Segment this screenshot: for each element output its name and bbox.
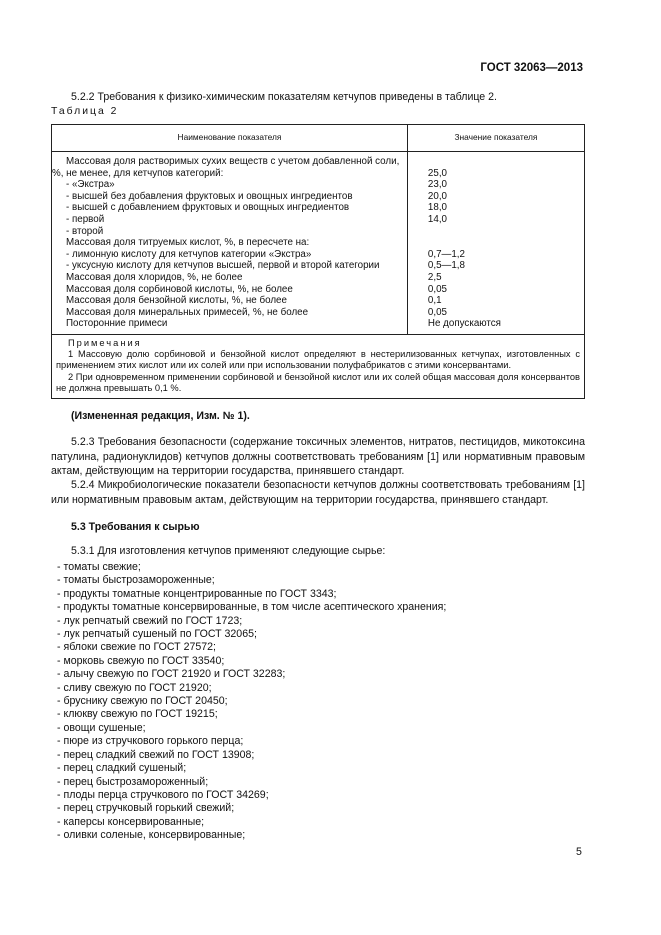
indicator-line: - первой: [66, 213, 105, 225]
value-line: [428, 156, 584, 168]
value-line: Не допускаются: [427, 318, 501, 330]
list-item: - лук репчатый свежий по ГОСТ 1723;: [57, 614, 243, 627]
intro-paragraph: 5.2.2 Требования к физико-химическим показателям кетчупов приведены в таблице 2.: [71, 91, 497, 103]
value-line: 20,0: [427, 190, 447, 202]
list-item: - лук репчатый сушеный по ГОСТ 32065;: [57, 628, 257, 641]
page-number: 5: [576, 846, 582, 858]
table-header-row: [52, 125, 585, 152]
list-item: - алычу свежую по ГОСТ 21920 и ГОСТ 32283;: [57, 668, 286, 681]
value-line: 0,1: [427, 295, 442, 307]
indicator-line: Массовая доля хлоридов, %, не более: [66, 271, 243, 283]
list-item: - овощи сушеные;: [57, 721, 146, 734]
column-header-indicator: Наименование показателя: [52, 125, 408, 152]
indicator-line: %, не менее, для кетчупов категорий:: [52, 167, 224, 179]
indicator-line: - второй: [66, 225, 104, 237]
indicator-line: - уксусную кислоту для кетчупов высшей, первой и второй категории: [66, 260, 380, 272]
list-item: - томаты быстрозамороженные;: [57, 574, 215, 587]
list-item: - каперсы консервированные;: [57, 815, 205, 828]
list-item: - морковь свежую по ГОСТ 33540;: [57, 654, 225, 667]
value-cell: [407, 152, 584, 335]
value-line: 14,0: [427, 213, 447, 225]
table-body-row: [52, 152, 585, 335]
value-line: 23,0: [427, 179, 447, 191]
paragraph-5-2-3: 5.2.3 Требования безопасности (содержание токсичных элементов, нитратов, пестицидов, микотоксина патулина, радионуклидов) кетчупов должны соответствовать требованиям [1] или нормативным правовым актам, действующим на территории государства, принявшего стандарт.: [51, 436, 585, 478]
notes-title: Примечания: [68, 337, 142, 348]
paragraph-5-3-1: 5.3.1 Для изготовления кетчупов применяют следующие сырье:: [71, 545, 386, 557]
value-line: 0,05: [427, 283, 447, 295]
value-line: [428, 226, 584, 238]
list-item: - томаты свежие;: [57, 561, 141, 573]
indicator-cell: [52, 152, 408, 335]
section-5-3-heading: 5.3 Требования к сырью: [71, 521, 200, 533]
standard-header: ГОСТ 32063—2013: [480, 62, 583, 74]
raw-materials-list: [57, 561, 587, 843]
indicator-line: - высшей без добавления фруктовых и овощных ингредиентов: [66, 190, 353, 202]
list-item: - плоды перца стручкового по ГОСТ 34269;: [57, 788, 269, 801]
list-item: - перец сладкий сушеный;: [57, 762, 187, 775]
value-line: 25,0: [427, 167, 447, 179]
list-item: - оливки соленые, консервированные;: [57, 829, 246, 842]
list-item: - клюкву свежую по ГОСТ 19215;: [57, 708, 218, 721]
list-item: - бруснику свежую по ГОСТ 20450;: [57, 695, 228, 708]
indicator-line: Посторонние примеси: [66, 318, 168, 330]
list-item: - перец быстрозамороженный;: [57, 775, 209, 788]
amendment-note: (Измененная редакция, Изм. № 1).: [71, 410, 250, 422]
value-line: 0,7—1,2: [427, 248, 465, 260]
value-line: [428, 237, 584, 249]
physicochemical-table: [51, 124, 585, 399]
list-item: - перец сладкий свежий по ГОСТ 13908;: [57, 748, 255, 761]
indicator-line: Массовая доля минеральных примесей, %, не более: [66, 306, 309, 318]
indicator-line: - высшей с добавлением фруктовых и овощных ингредиентов: [66, 202, 350, 214]
list-item: - пюре из стручкового горького перца;: [57, 735, 244, 748]
table-caption: Таблица 2: [51, 106, 119, 117]
indicator-line: Массовая доля сорбиновой кислоты, %, не более: [66, 283, 293, 295]
indicator-line: - «Экстра»: [66, 179, 115, 191]
value-line: 18,0: [427, 202, 447, 214]
list-item: - продукты томатные концентрированные по ГОСТ 3343;: [57, 587, 337, 600]
indicator-line: - лимонную кислоту для кетчупов категории «Экстра»: [66, 248, 312, 260]
value-line: 0,5—1,8: [427, 260, 465, 272]
table-notes-row: [52, 334, 585, 398]
indicator-line: Массовая доля растворимых сухих веществ с учетом добавленной соли,: [66, 156, 400, 167]
value-line: 0,05: [427, 306, 447, 318]
note-1: 1 Массовую долю сорбиновой и бензойной кислот определяют в нестерилизованных кетчупах, изготовленных с применением этих кислот или их солей или при использовании полуфабрикатов с этими консервантами.: [56, 349, 580, 371]
list-item: - яблоки свежие по ГОСТ 27572;: [57, 641, 216, 654]
indicator-line: Массовая доля бензойной кислоты, %, не более: [66, 295, 287, 307]
paragraph-5-2-4: 5.2.4 Микробиологические показатели безопасности кетчупов должны соответствовать требованиям [1] или нормативным правовым актам, действующим на территории государства, принявшего стандарт.: [51, 479, 585, 506]
list-item: - продукты томатные консервированные, в том числе асептического хранения;: [57, 601, 447, 614]
note-2: 2 При одновременном применении сорбиновой и бензойной кислот или их солей общая массовая доля консервантов не должна превышать 0,1 %.: [56, 371, 580, 393]
list-item: - сливу свежую по ГОСТ 21920;: [57, 681, 212, 694]
value-line: 2,5: [427, 271, 442, 283]
list-item: - перец стручковый горький свежий;: [57, 802, 235, 815]
column-header-value: Значение показателя: [407, 125, 584, 152]
notes-cell: [52, 334, 585, 398]
indicator-line: Массовая доля титруемых кислот, %, в пересчете на:: [66, 237, 310, 249]
